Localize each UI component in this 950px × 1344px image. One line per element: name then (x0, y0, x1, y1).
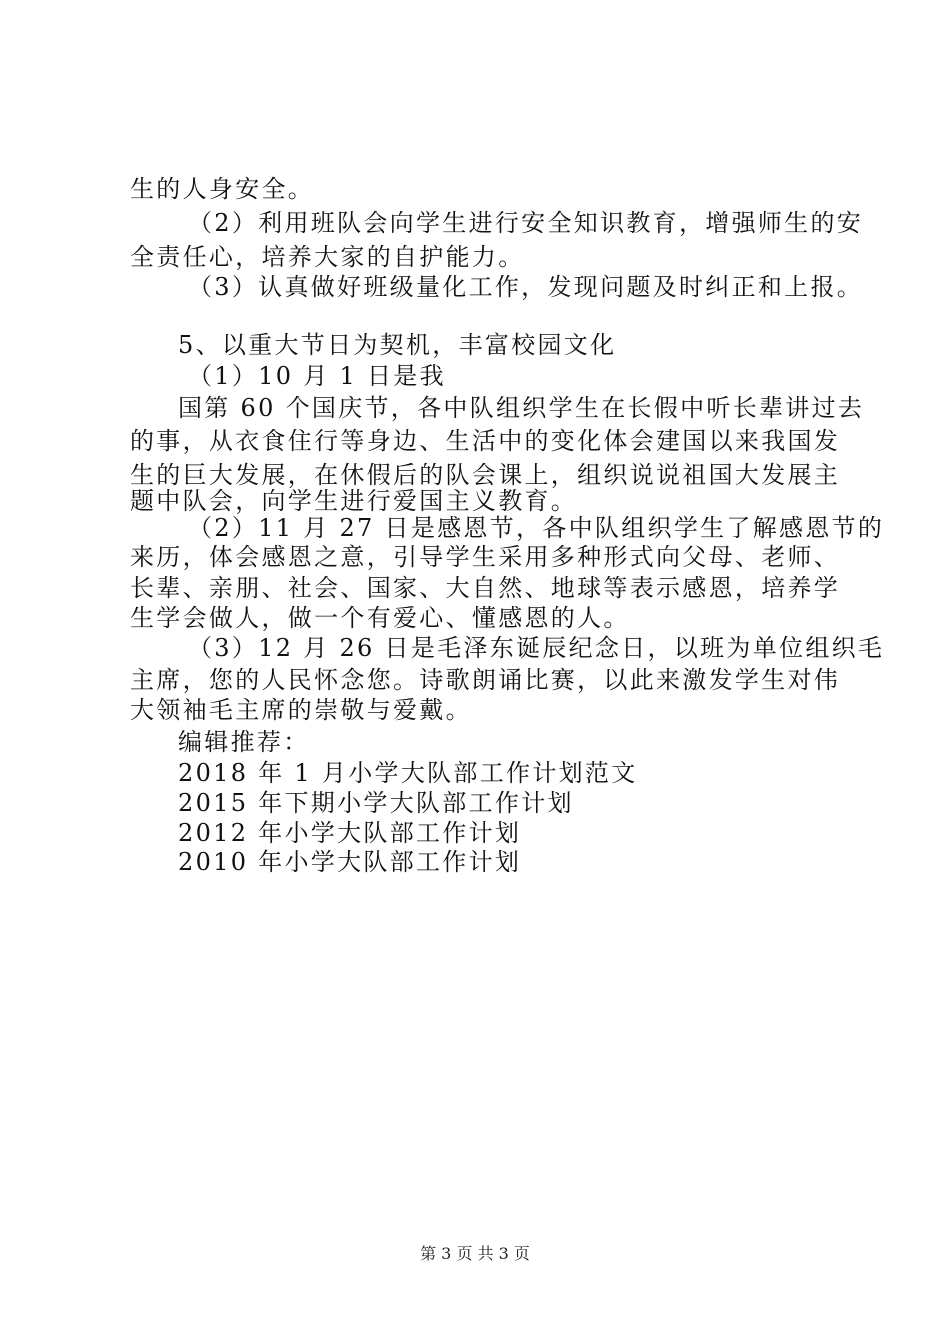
paragraph-line: 全责任心，培养大家的自护能力。 (130, 243, 525, 271)
paragraph-line: 大领袖毛主席的崇敬与爱戴。 (130, 696, 472, 724)
paragraph-line: 来历，体会感恩之意，引导学生采用多种形式向父母、老师、 (130, 543, 841, 571)
paragraph-line: （3）认真做好班级量化工作，发现问题及时纠正和上报。 (188, 273, 864, 301)
paragraph-line: （3）12 月 26 日是毛泽东诞辰纪念日，以班为单位组织毛 (188, 634, 885, 662)
paragraph-line: 生的人身安全。 (130, 175, 315, 203)
paragraph-line: （2）11 月 27 日是感恩节，各中队组织学生了解感恩节的 (188, 514, 885, 542)
recommend-link[interactable]: 2012 年小学大队部工作计划 (178, 819, 522, 847)
section-heading: 5、以重大节日为契机，丰富校园文化 (178, 331, 617, 359)
paragraph-line: 生学会做人，做一个有爱心、懂感恩的人。 (130, 604, 630, 632)
page-number-footer: 第 3 页 共 3 页 (420, 1244, 530, 1263)
paragraph-line: 主席，您的人民怀念您。诗歌朗诵比赛，以此来激发学生对伟 (130, 666, 841, 694)
paragraph-line: （1）10 月 1 日是我 (188, 362, 446, 390)
paragraph-line: （2）利用班队会向学生进行安全知识教育，增强师生的安 (188, 209, 864, 237)
paragraph-line: 国第 60 个国庆节，各中队组织学生在长假中听长辈讲过去 (178, 394, 865, 422)
paragraph-line: 题中队会，向学生进行爱国主义教育。 (130, 487, 578, 515)
paragraph-line: 的事，从衣食住行等身边、生活中的变化体会建国以来我国发 (130, 427, 841, 455)
recommend-heading: 编辑推荐： (178, 728, 310, 756)
recommend-link[interactable]: 2010 年小学大队部工作计划 (178, 848, 522, 876)
recommend-link[interactable]: 2018 年 1 月小学大队部工作计划范文 (178, 759, 638, 787)
paragraph-line: 长辈、亲朋、社会、国家、大自然、地球等表示感恩，培养学 (130, 574, 841, 602)
recommend-link[interactable]: 2015 年下期小学大队部工作计划 (178, 789, 574, 817)
paragraph-line: 生的巨大发展，在休假后的队会课上，组织说说祖国大发展主 (130, 461, 841, 489)
